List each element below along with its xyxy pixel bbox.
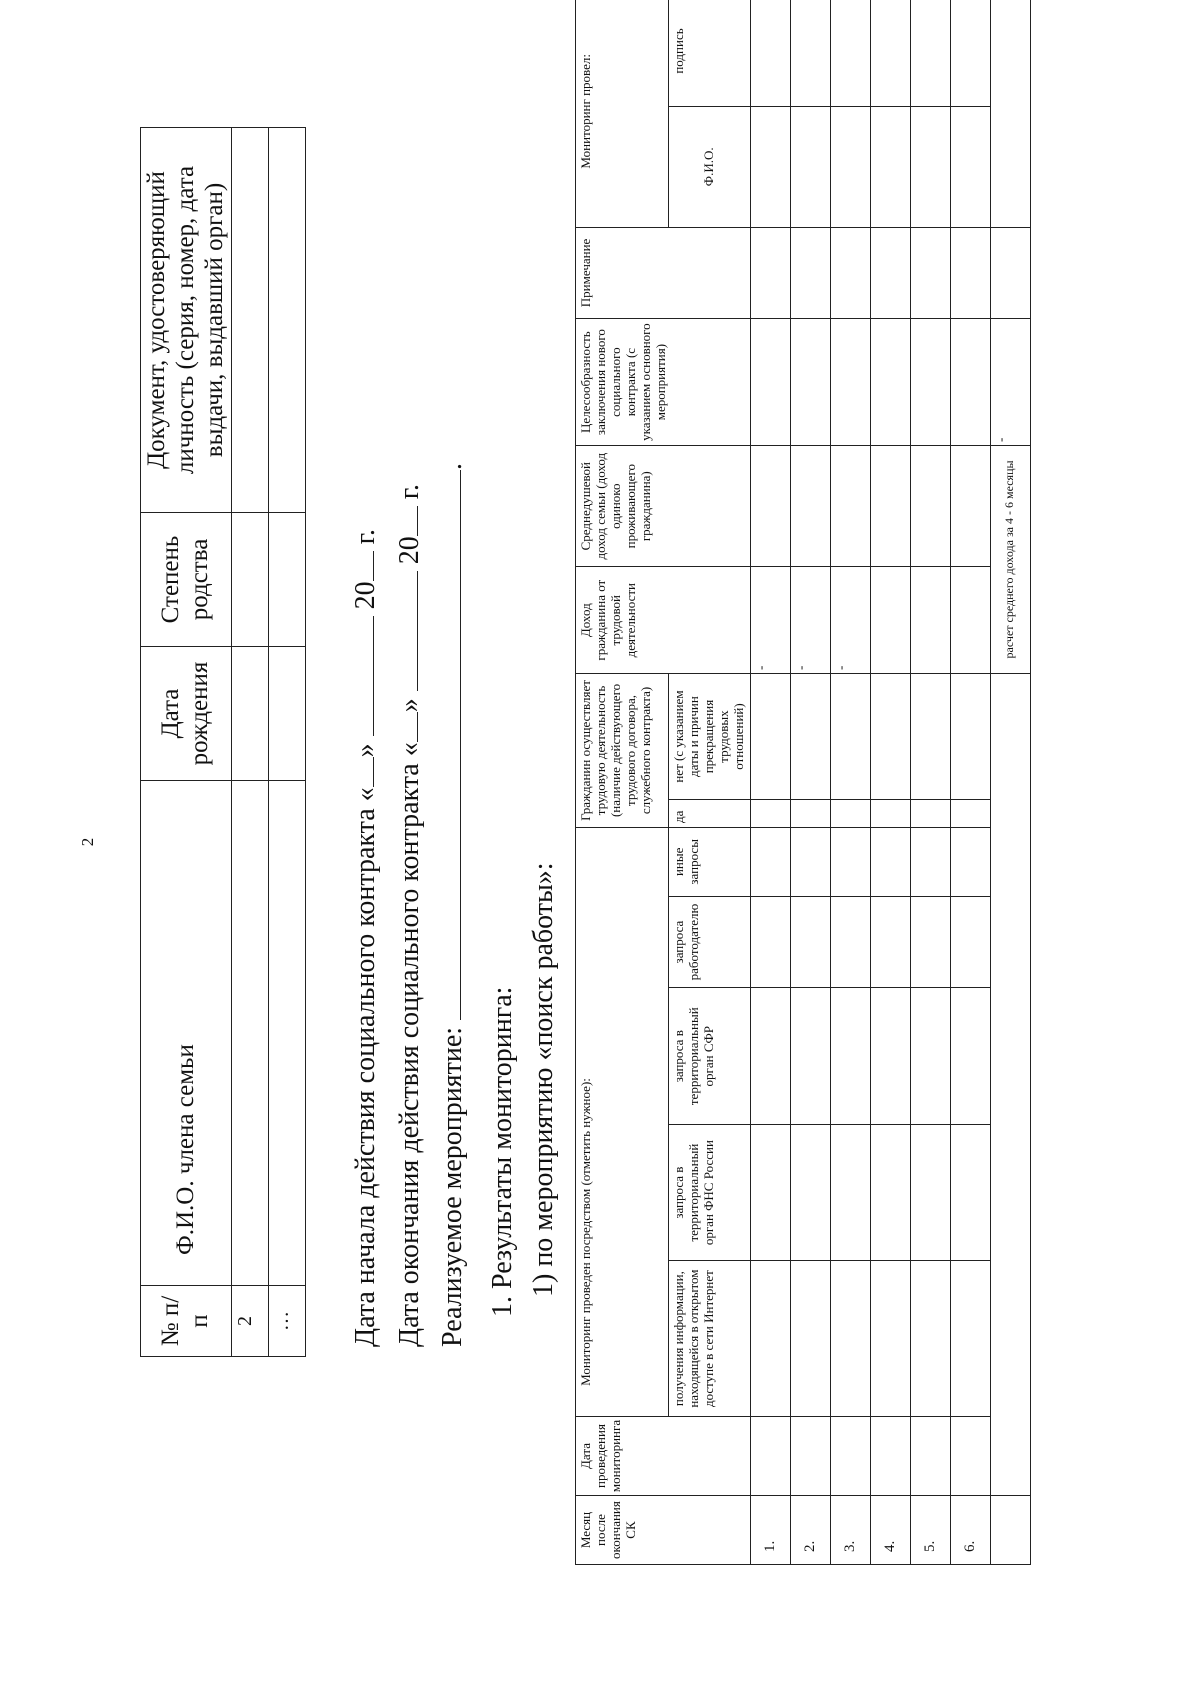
- contract-end-line: [389, 484, 426, 1347]
- footer-dash: -: [990, 319, 1030, 446]
- cell[interactable]: [830, 1261, 870, 1417]
- cell[interactable]: [870, 896, 910, 988]
- cell-relation[interactable]: [232, 513, 269, 647]
- cell[interactable]: [750, 1124, 790, 1260]
- cell[interactable]: [950, 896, 990, 988]
- cell[interactable]: [950, 827, 990, 896]
- row-month: 4.: [870, 1496, 910, 1565]
- cell[interactable]: [910, 1416, 950, 1495]
- cell[interactable]: [790, 445, 830, 567]
- start-year-blank[interactable]: [345, 551, 374, 581]
- cell[interactable]: [910, 988, 950, 1124]
- col-birth: Дата рождения: [141, 647, 232, 781]
- end-year-blank[interactable]: [389, 506, 418, 536]
- cell[interactable]: [750, 319, 790, 446]
- cell[interactable]: [950, 988, 990, 1124]
- start-month-blank[interactable]: [345, 616, 374, 736]
- cell-income[interactable]: -: [790, 567, 830, 674]
- cell[interactable]: [750, 0, 790, 107]
- cell[interactable]: [910, 227, 950, 319]
- cell[interactable]: [750, 445, 790, 567]
- cell[interactable]: [910, 673, 950, 799]
- col-labor-group: Гражданин осуществляет трудовую деятельность (наличие действующего трудового договора, служебного контракта): [576, 673, 669, 827]
- activity-line: [432, 463, 469, 1347]
- cell[interactable]: [910, 1124, 950, 1260]
- cell[interactable]: [790, 1124, 830, 1260]
- col-other: иные запросы: [669, 827, 751, 896]
- cell[interactable]: [950, 227, 990, 319]
- section-results: 1. Результаты мониторинга:: [487, 986, 518, 1317]
- cell-relation[interactable]: [269, 513, 306, 647]
- cell[interactable]: [830, 445, 870, 567]
- col-date: Дата проведения мониторинга: [576, 1416, 751, 1495]
- col-sfr: запроса в территориальный орган СФР: [669, 988, 751, 1124]
- col-expediency: Целесообразность заключения нового социального контракта (с указанием основного мероприятия): [576, 319, 751, 446]
- cell[interactable]: [830, 107, 870, 228]
- year-suffix: г.: [350, 529, 381, 545]
- row-month: 2.: [790, 1496, 830, 1565]
- quote-close: »: [350, 743, 381, 758]
- cell[interactable]: [790, 1416, 830, 1495]
- col-document: Документ, удостоверяющий личность (серия, номер, дата выдачи, выдавший орган): [141, 128, 232, 513]
- cell[interactable]: [870, 227, 910, 319]
- cell-fio[interactable]: [269, 781, 306, 1286]
- col-signature: подпись: [669, 0, 751, 107]
- col-income: Доход гражданина от трудовой деятельности: [576, 567, 751, 674]
- page-number: 2: [78, 837, 97, 847]
- cell[interactable]: [830, 988, 870, 1124]
- cell[interactable]: [950, 673, 990, 799]
- table-row: [870, 0, 910, 1565]
- cell[interactable]: [950, 319, 990, 446]
- table-row: [790, 0, 830, 1565]
- cell: [990, 673, 1030, 1495]
- table-row: [830, 0, 870, 1565]
- cell[interactable]: [950, 800, 990, 828]
- cell[interactable]: [950, 1261, 990, 1417]
- cell[interactable]: [790, 896, 830, 988]
- col-conducted-fio: Ф.И.О.: [669, 107, 751, 228]
- row-month: 1.: [750, 1496, 790, 1565]
- year-prefix: 20: [350, 581, 381, 610]
- row-month: 5.: [910, 1496, 950, 1565]
- cell[interactable]: [950, 1124, 990, 1260]
- start-day-blank[interactable]: [345, 757, 374, 787]
- row-month: 3.: [830, 1496, 870, 1565]
- cell[interactable]: [910, 800, 950, 828]
- cell[interactable]: [790, 1261, 830, 1417]
- col-avg-income: Среднедушевой доход семьи (доход одиноко проживающего гражданина): [576, 445, 751, 567]
- col-yes: да: [669, 800, 751, 828]
- end-month-blank[interactable]: [389, 571, 418, 691]
- table-row: [910, 0, 950, 1565]
- cell[interactable]: [870, 1124, 910, 1260]
- cell-income[interactable]: -: [750, 567, 790, 674]
- row-num: …: [269, 1286, 306, 1357]
- col-employer: запроса работодателю: [669, 896, 751, 988]
- table-header-row: [576, 0, 669, 1565]
- cell[interactable]: [870, 827, 910, 896]
- cell[interactable]: [830, 227, 870, 319]
- year-prefix: 20: [394, 536, 425, 565]
- cell-income[interactable]: [870, 567, 910, 674]
- end-day-blank[interactable]: [389, 712, 418, 742]
- table-row: [950, 0, 990, 1565]
- end-label: Дата окончания действия социального контракта «: [394, 742, 425, 1347]
- cell[interactable]: [830, 800, 870, 828]
- cell-income[interactable]: [950, 567, 990, 674]
- cell[interactable]: [870, 0, 910, 107]
- cell-income[interactable]: [910, 567, 950, 674]
- cell[interactable]: [870, 445, 910, 567]
- monitoring-table: [575, 0, 1031, 1565]
- cell[interactable]: [870, 1261, 910, 1417]
- cell[interactable]: [750, 827, 790, 896]
- cell[interactable]: [790, 800, 830, 828]
- cell[interactable]: [750, 1261, 790, 1417]
- cell[interactable]: [830, 0, 870, 107]
- cell[interactable]: [910, 827, 950, 896]
- cell[interactable]: [790, 673, 830, 799]
- average-income-note: расчет среднего дохода за 4 - 6 месяцы: [990, 445, 1030, 673]
- cell[interactable]: [830, 1416, 870, 1495]
- cell[interactable]: [790, 319, 830, 446]
- cell[interactable]: [750, 896, 790, 988]
- cell[interactable]: [790, 227, 830, 319]
- col-relation: Степень родства: [141, 513, 232, 647]
- activity-end: .: [437, 462, 468, 470]
- cell[interactable]: [870, 673, 910, 799]
- quote-close: »: [394, 698, 425, 713]
- cell[interactable]: [830, 1124, 870, 1260]
- section-job-search: 1) по мероприятию «поиск работы»:: [528, 862, 559, 1297]
- col-month: Месяц после окончания СК: [576, 1496, 751, 1565]
- cell[interactable]: [830, 896, 870, 988]
- cell[interactable]: [910, 445, 950, 567]
- cell-document[interactable]: [269, 128, 306, 513]
- cell[interactable]: [750, 1416, 790, 1495]
- cell[interactable]: [950, 1416, 990, 1495]
- cell[interactable]: [870, 988, 910, 1124]
- cell[interactable]: [910, 107, 950, 228]
- col-num: № п/п: [141, 1286, 232, 1357]
- cell[interactable]: [750, 988, 790, 1124]
- cell[interactable]: [950, 445, 990, 567]
- col-method-group: Мониторинг проведен посредством (отметить нужное):: [576, 827, 669, 1416]
- cell[interactable]: [750, 227, 790, 319]
- cell[interactable]: [790, 827, 830, 896]
- cell[interactable]: [870, 800, 910, 828]
- col-remark: Примечание: [576, 227, 751, 319]
- row-month: 6.: [950, 1496, 990, 1565]
- row-num: 2: [232, 1286, 269, 1357]
- cell-fio[interactable]: [232, 781, 269, 1286]
- cell[interactable]: [750, 673, 790, 799]
- cell-birth[interactable]: [269, 647, 306, 781]
- start-label: Дата начала действия социального контракта «: [350, 787, 381, 1347]
- table-row: [232, 128, 269, 1357]
- cell[interactable]: [910, 319, 950, 446]
- col-conducted-group: Мониторинг провел:: [576, 0, 669, 227]
- col-fns: запроса в территориальный орган ФНС России: [669, 1124, 751, 1260]
- cell[interactable]: [870, 107, 910, 228]
- cell[interactable]: [910, 0, 950, 107]
- family-members-table: [140, 127, 306, 1357]
- cell: [990, 227, 1030, 319]
- cell[interactable]: [910, 1261, 950, 1417]
- cell[interactable]: [870, 319, 910, 446]
- cell[interactable]: [830, 673, 870, 799]
- cell[interactable]: [790, 0, 830, 107]
- table-footer-row: [990, 0, 1030, 1565]
- cell[interactable]: [790, 107, 830, 228]
- activity-label: Реализуемое мероприятие:: [437, 1026, 468, 1347]
- cell: [990, 1496, 1030, 1565]
- cell-birth[interactable]: [232, 647, 269, 781]
- col-internet: получения информации, находящейся в открытом доступе в сети Интернет: [669, 1261, 751, 1417]
- col-no: нет (с указанием даты и причин прекращения трудовых отношений): [669, 673, 751, 799]
- cell[interactable]: [750, 107, 790, 228]
- year-suffix: г.: [394, 483, 425, 500]
- cell[interactable]: [870, 1416, 910, 1495]
- contract-start-line: [345, 529, 382, 1347]
- table-row: [269, 128, 306, 1357]
- cell[interactable]: [950, 0, 990, 107]
- table-header-row: [141, 128, 232, 1357]
- cell[interactable]: [950, 107, 990, 228]
- cell[interactable]: [750, 800, 790, 828]
- table-row: [750, 0, 790, 1565]
- cell[interactable]: [830, 827, 870, 896]
- col-fio: Ф.И.О. члена семьи: [141, 781, 232, 1286]
- cell[interactable]: [830, 319, 870, 446]
- cell-document[interactable]: [232, 128, 269, 513]
- cell: [990, 0, 1030, 227]
- cell-income[interactable]: -: [830, 567, 870, 674]
- cell[interactable]: [910, 896, 950, 988]
- cell[interactable]: [790, 988, 830, 1124]
- activity-blank[interactable]: [432, 470, 461, 1020]
